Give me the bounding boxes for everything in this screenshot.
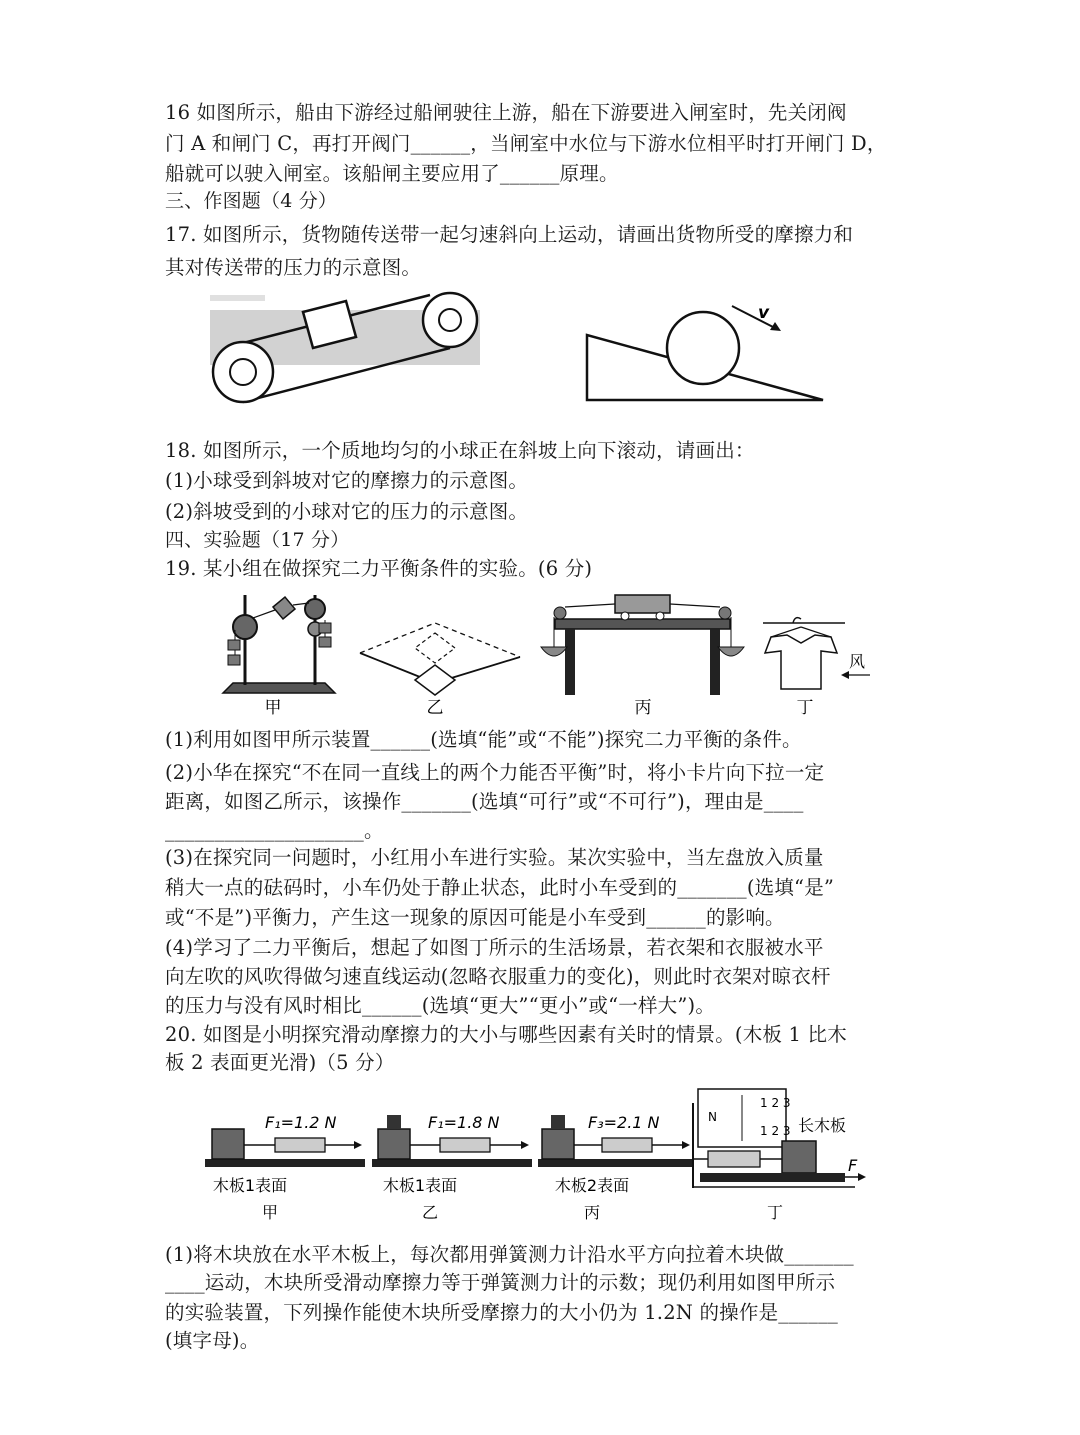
force-yi: F₁=1.8 N — [428, 1113, 500, 1132]
weight-yi — [387, 1115, 401, 1129]
q19-p2-line-1: (2)小华在探究“不在同一直线上的两个力能否平衡”时，将小卡片向下拉一定 — [165, 761, 825, 784]
long-board-label: 长木板 — [798, 1116, 847, 1135]
velocity-label: v — [758, 303, 770, 323]
q18-line-2: (1)小球受到斜坡对它的摩擦力的示意图。 — [165, 469, 529, 492]
q19-line-1: 19. 某小组在做探究二力平衡条件的实验。(6 分) — [165, 557, 593, 580]
apparatus-jia — [223, 595, 335, 693]
scale-top-ticks: 1 2 3 — [760, 1096, 791, 1110]
ball — [667, 312, 739, 384]
wind-label: 风 — [848, 652, 866, 671]
label-bing: 丙 — [634, 698, 652, 718]
cart-table-bing — [541, 595, 744, 695]
surface-yi: 木板1表面 — [382, 1176, 458, 1195]
q19-p2-line-3: ____________________。 — [165, 819, 384, 842]
q20-p1-line-1: (1)将木块放在水平木板上，每次都用弹簧测力计沿水平方向拉着木块做_______ — [165, 1243, 854, 1266]
q20-line-1: 20. 如图是小明探究滑动摩擦力的大小与哪些因素有关时的情景。(木板 1 比木 — [165, 1023, 847, 1046]
two-force-balance-figure — [215, 585, 875, 720]
label-ding: 丁 — [796, 698, 814, 718]
q18-line-1: 18. 如图所示，一个质地均匀的小球正在斜坡上向下滚动，请画出： — [165, 439, 755, 462]
weight-bing — [551, 1115, 565, 1129]
label-jia: 甲 — [264, 698, 282, 718]
left-pulley — [213, 342, 273, 402]
board-yi — [372, 1159, 532, 1167]
label-ding: 丁 — [766, 1203, 784, 1222]
velocity-arrow — [732, 306, 777, 329]
conveyor-belt-figure — [205, 290, 490, 410]
slope-ball-figure — [580, 300, 830, 405]
force-jia: F₁=1.2 N — [265, 1113, 337, 1132]
q20-p1-line-3: 的实验装置，下列操作能使木块所受摩擦力的大小仍为 1.2N 的操作是______ — [165, 1301, 838, 1324]
right-pulley — [423, 293, 477, 347]
q17-line-1: 17. 如图所示，货物随传送带一起匀速斜向上运动，请画出货物所受的摩擦力和 — [165, 223, 854, 246]
block-bing — [542, 1129, 574, 1159]
q16-line-3: 船就可以驶入闸室。该船闸主要应用了______原理。 — [165, 162, 619, 185]
q17-line-2: 其对传送带的压力的示意图。 — [165, 256, 422, 279]
card-diagram-yi — [360, 623, 520, 695]
surface-bing: 木板2表面 — [554, 1176, 630, 1195]
surface-jia: 木板1表面 — [212, 1176, 288, 1195]
q20-line-2: 板 2 表面更光滑)（5 分） — [165, 1051, 395, 1074]
q19-p4-line-1: (4)学习了二力平衡后，想起了如图丁所示的生活场景，若衣架和衣服被水平 — [165, 936, 824, 959]
q19-p3-line-3: 或“不是”)平衡力，产生这一现象的原因可能是小车受到______的影响。 — [165, 906, 785, 929]
label-yi: 乙 — [421, 1203, 439, 1222]
q19-p2-line-2: 距离，如图乙所示，该操作_______(选填“可行”或“不可行”)，理由是____ — [165, 790, 804, 813]
board-jia — [205, 1159, 365, 1167]
top-shade — [210, 295, 265, 301]
friction-experiment-figure — [200, 1083, 870, 1233]
section-4-heading: 四、实验题（17 分） — [165, 529, 350, 551]
q20-p1-line-2: ____运动，木块所受滑动摩擦力等于弹簧测力计的示数；现仍利用如图甲所示 — [165, 1271, 836, 1294]
q18-line-3: (2)斜坡受到的小球对它的压力的示意图。 — [165, 500, 529, 523]
spring-scale-jia — [275, 1138, 325, 1152]
label-jia: 甲 — [261, 1203, 279, 1222]
block-ding — [782, 1141, 816, 1173]
q19-p3-line-1: (3)在探究同一问题时，小红用小车进行实验。某次实验中，当左盘放入质量 — [165, 846, 824, 869]
q16-line-2: 门 A 和闸门 C，再打开阀门______，当闸室中水位与下游水位相平时打开闸门 D， — [165, 132, 887, 155]
board-bing — [538, 1159, 693, 1167]
long-board-ding — [700, 1173, 845, 1182]
q16-line-1: 16 如图所示，船由下游经过船闸驶往上游，船在下游要进入闸室时，先关闭阀 — [165, 101, 847, 124]
spring-scale-bing — [602, 1138, 652, 1152]
section-3-heading: 三、作图题（4 分） — [165, 190, 338, 212]
force-F-label: F — [848, 1156, 858, 1175]
q19-p3-line-2: 稍大一点的砝码时，小车仍处于静止状态，此时小车受到的_______(选填“是” — [165, 876, 835, 899]
force-bing: F₃=2.1 N — [588, 1113, 660, 1132]
scale-unit: N — [708, 1110, 717, 1124]
q19-p4-line-2: 向左吹的风吹得做匀速直线运动(忽略衣服重力的变化)，则此时衣架对晾衣杆 — [165, 965, 831, 988]
block-yi — [378, 1129, 410, 1159]
spring-scale-yi — [440, 1138, 490, 1152]
block-jia — [212, 1129, 244, 1159]
scale-bottom-ticks: 1 2 3 — [760, 1124, 791, 1138]
spring-scale-ding — [708, 1151, 760, 1167]
label-yi: 乙 — [426, 698, 444, 718]
q19-p4-line-3: 的压力与没有风时相比______(选填“更大”“更小”或“一样大”)。 — [165, 994, 716, 1017]
q20-p1-line-4: (填字母)。 — [165, 1329, 260, 1352]
label-bing: 丙 — [583, 1203, 601, 1222]
q19-p1: (1)利用如图甲所示装置______(选填“能”或“不能”)探究二力平衡的条件。 — [165, 728, 802, 751]
